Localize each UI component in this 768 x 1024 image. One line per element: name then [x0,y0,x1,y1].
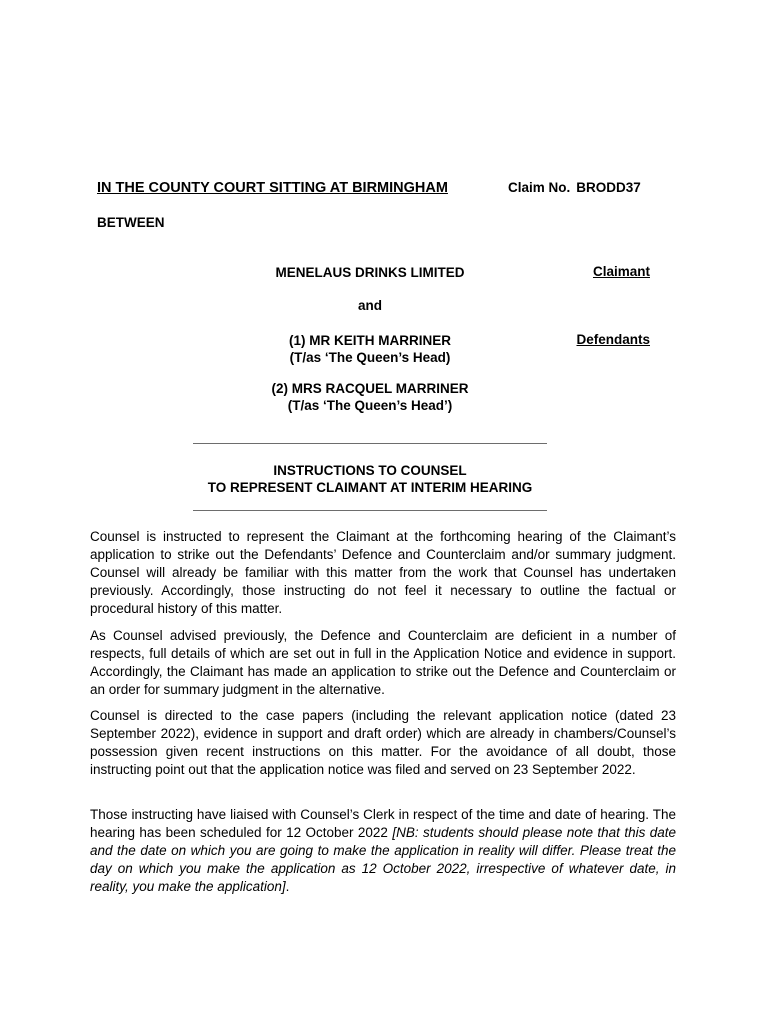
defendant-2-trading: (T/as ‘The Queen’s Head’) [287,398,453,413]
court-heading: IN THE COUNTY COURT SITTING AT BIRMINGHAM [97,180,448,196]
claimant-role: Claimant [592,264,650,279]
document-title [120,462,620,496]
and-label: and [357,298,382,313]
defendant-1 [180,332,560,366]
between-label: BETWEEN [97,215,165,230]
defendant-2-name: (2) MRS RACQUEL MARRINER [271,381,469,396]
paragraph-4-text: Those instructing have liaised with Counsel’s Clerk in respect of the time and date of hearing. The hearing has been scheduled for 12 October 2022 [90,807,676,840]
paragraph-4-end: . [285,879,290,894]
defendant-1-name: (1) MR KEITH MARRINER [289,333,451,348]
divider-top [193,443,547,444]
paragraph-2: As Counsel advised previously, the Defence and Counterclaim are deficient in a number of respects, full details of which are set out in full in the Application Notice and evidence in support. Accordingly, the Claimant has made an application to strike out the Defence and Counterclaim or an order for summary judgment in the alternative. [90,628,676,697]
claim-number-label: Claim No. [508,180,571,195]
defendant-2 [180,380,560,414]
paragraph-3: Counsel is directed to the case papers (including the relevant application notice (dated 23 September 2022), evidence in support and draft order) which are already in chambers/Counsel’s possession given recent instructions on this matter. For the avoidance of all doubt, those instructing point out that the application notice was filed and served on 23 September 2022. [90,708,676,777]
divider-bottom [193,510,547,511]
document-title-line-2: TO REPRESENT CLAIMANT AT INTERIM HEARING [207,480,533,495]
claim-number [508,180,641,195]
paragraph-4-note: [NB: students should please note that this date and the date on which you are going to make the application in reality will differ. Please treat the day on which you make the application as 12 October 2022, irrespective of whatever date, in reality, you make the application] [90,825,676,894]
claim-number-value: BRODD37 [576,180,641,195]
paragraph-4 [90,806,676,896]
defendant-1-trading: (T/as ‘The Queen’s Head) [289,350,451,365]
document-title-line-1: INSTRUCTIONS TO COUNSEL [273,463,467,478]
claimant-name: MENELAUS DRINKS LIMITED [275,265,465,280]
paragraph-1: Counsel is instructed to represent the Claimant at the forthcoming hearing of the Claimant’s application to strike out the Defendants’ Defence and Counterclaim and/or summary judgment. Counsel will already be familiar with this matter from the work that Counsel has undertaken previously. Accordingly, those instructing do not feel it necessary to outline the factual or procedural history of this matter. [90,529,676,616]
defendants-role: Defendants [576,332,650,347]
